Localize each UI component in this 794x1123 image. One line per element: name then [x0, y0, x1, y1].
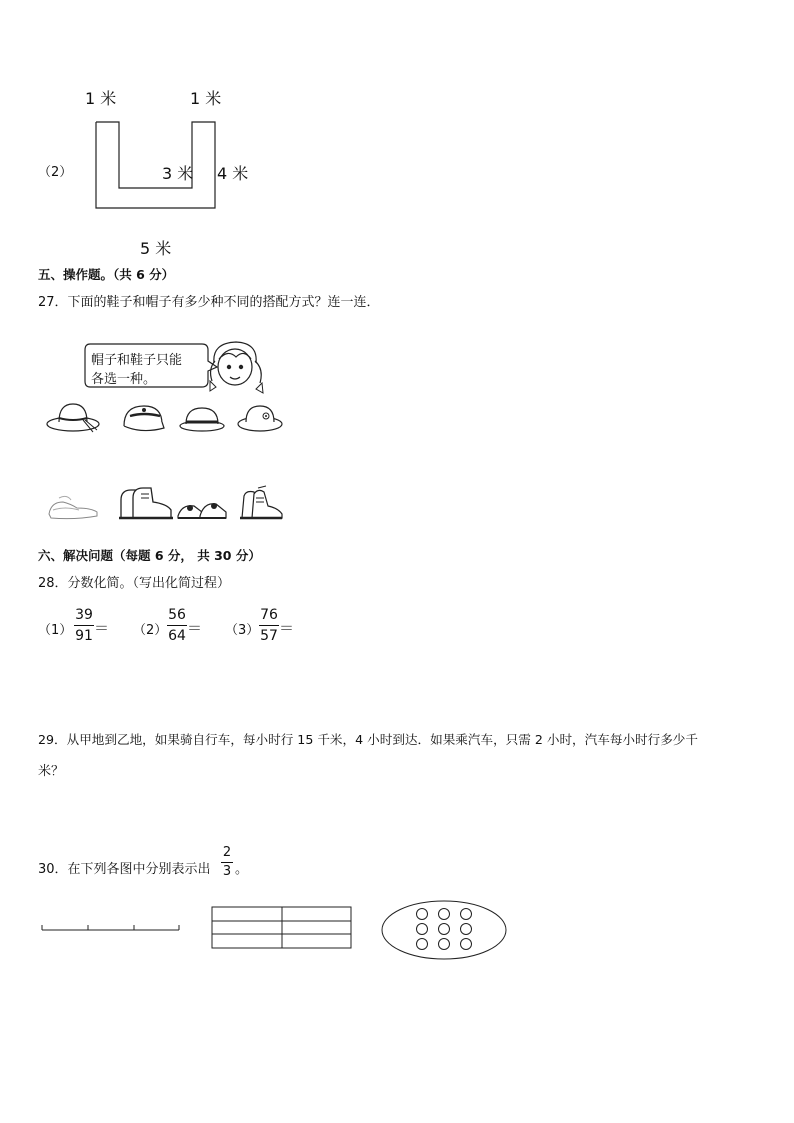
dim-inner-height: 3 米 [162, 164, 194, 183]
boot-icon [115, 484, 175, 524]
question-27: 27．下面的鞋子和帽子有多少种不同的搭配方式？连一连． [38, 295, 380, 310]
fraction-76-57 [259, 607, 279, 644]
girl-icon [206, 337, 266, 397]
speech-line-1: 帽子和鞋子只能 [91, 353, 183, 368]
section-5-heading: 五、操作题。（共 6 分） [38, 267, 175, 282]
fraction-bar [221, 862, 233, 863]
fraction-bar [259, 625, 279, 626]
bonnet-icon [236, 400, 286, 436]
fraction-56-64 [167, 607, 187, 644]
question-29-line-2: 米？ [38, 764, 65, 779]
item-3-label: （3） [225, 623, 260, 638]
figure-label: （2） [38, 165, 73, 180]
fraction-numerator: 56 [168, 607, 186, 623]
question-30-end: 。 [235, 862, 249, 877]
grid-rectangle-figure [210, 905, 355, 950]
segment-line-figure [38, 920, 188, 940]
fraction-numerator: 2 [222, 845, 232, 860]
item-1-label: （1） [38, 623, 73, 638]
equals-sign-1: ＝ [94, 619, 110, 637]
dim-top-left: 1 米 [85, 89, 117, 108]
fraction-bar [74, 625, 94, 626]
fraction-denominator: 64 [168, 628, 186, 644]
dim-top-right: 1 米 [190, 89, 222, 108]
section-6-heading: 六、解决问题（每题 6 分， 共 30 分） [38, 548, 261, 563]
fraction-numerator: 76 [260, 607, 278, 623]
fraction-denominator: 91 [75, 628, 93, 644]
fraction-2-3 [221, 846, 233, 879]
fraction-39-91 [74, 607, 94, 644]
question-28: 28．分数化简。（写出化简过程） [38, 576, 231, 591]
equals-sign-2: ＝ [187, 619, 203, 637]
question-30: 30．在下列各图中分别表示出 [38, 862, 211, 877]
equals-sign-3: ＝ [279, 619, 295, 637]
dim-outer-height: 4 米 [217, 164, 249, 183]
fraction-denominator: 3 [222, 864, 232, 879]
question-29-line-1: 29．从甲地到乙地，如果骑自行车，每小时行 15 千米，4 小时到达．如果乘汽车，只需 2 小时，汽车每小时行多少千 [38, 732, 698, 747]
sandal-icon [176, 488, 228, 524]
fraction-denominator: 57 [260, 628, 278, 644]
fraction-numerator: 39 [75, 607, 93, 623]
fedora-icon [178, 400, 228, 436]
item-2-label: （2） [133, 623, 168, 638]
high-top-icon [236, 484, 284, 524]
speech-line-2: 各选一种。 [91, 372, 157, 387]
dim-bottom: 5 米 [140, 239, 172, 258]
oval-circles-figure [380, 899, 512, 961]
cap-icon [120, 400, 170, 436]
sneaker-icon [45, 488, 103, 524]
fraction-bar [167, 625, 187, 626]
hat-icon [45, 400, 105, 436]
